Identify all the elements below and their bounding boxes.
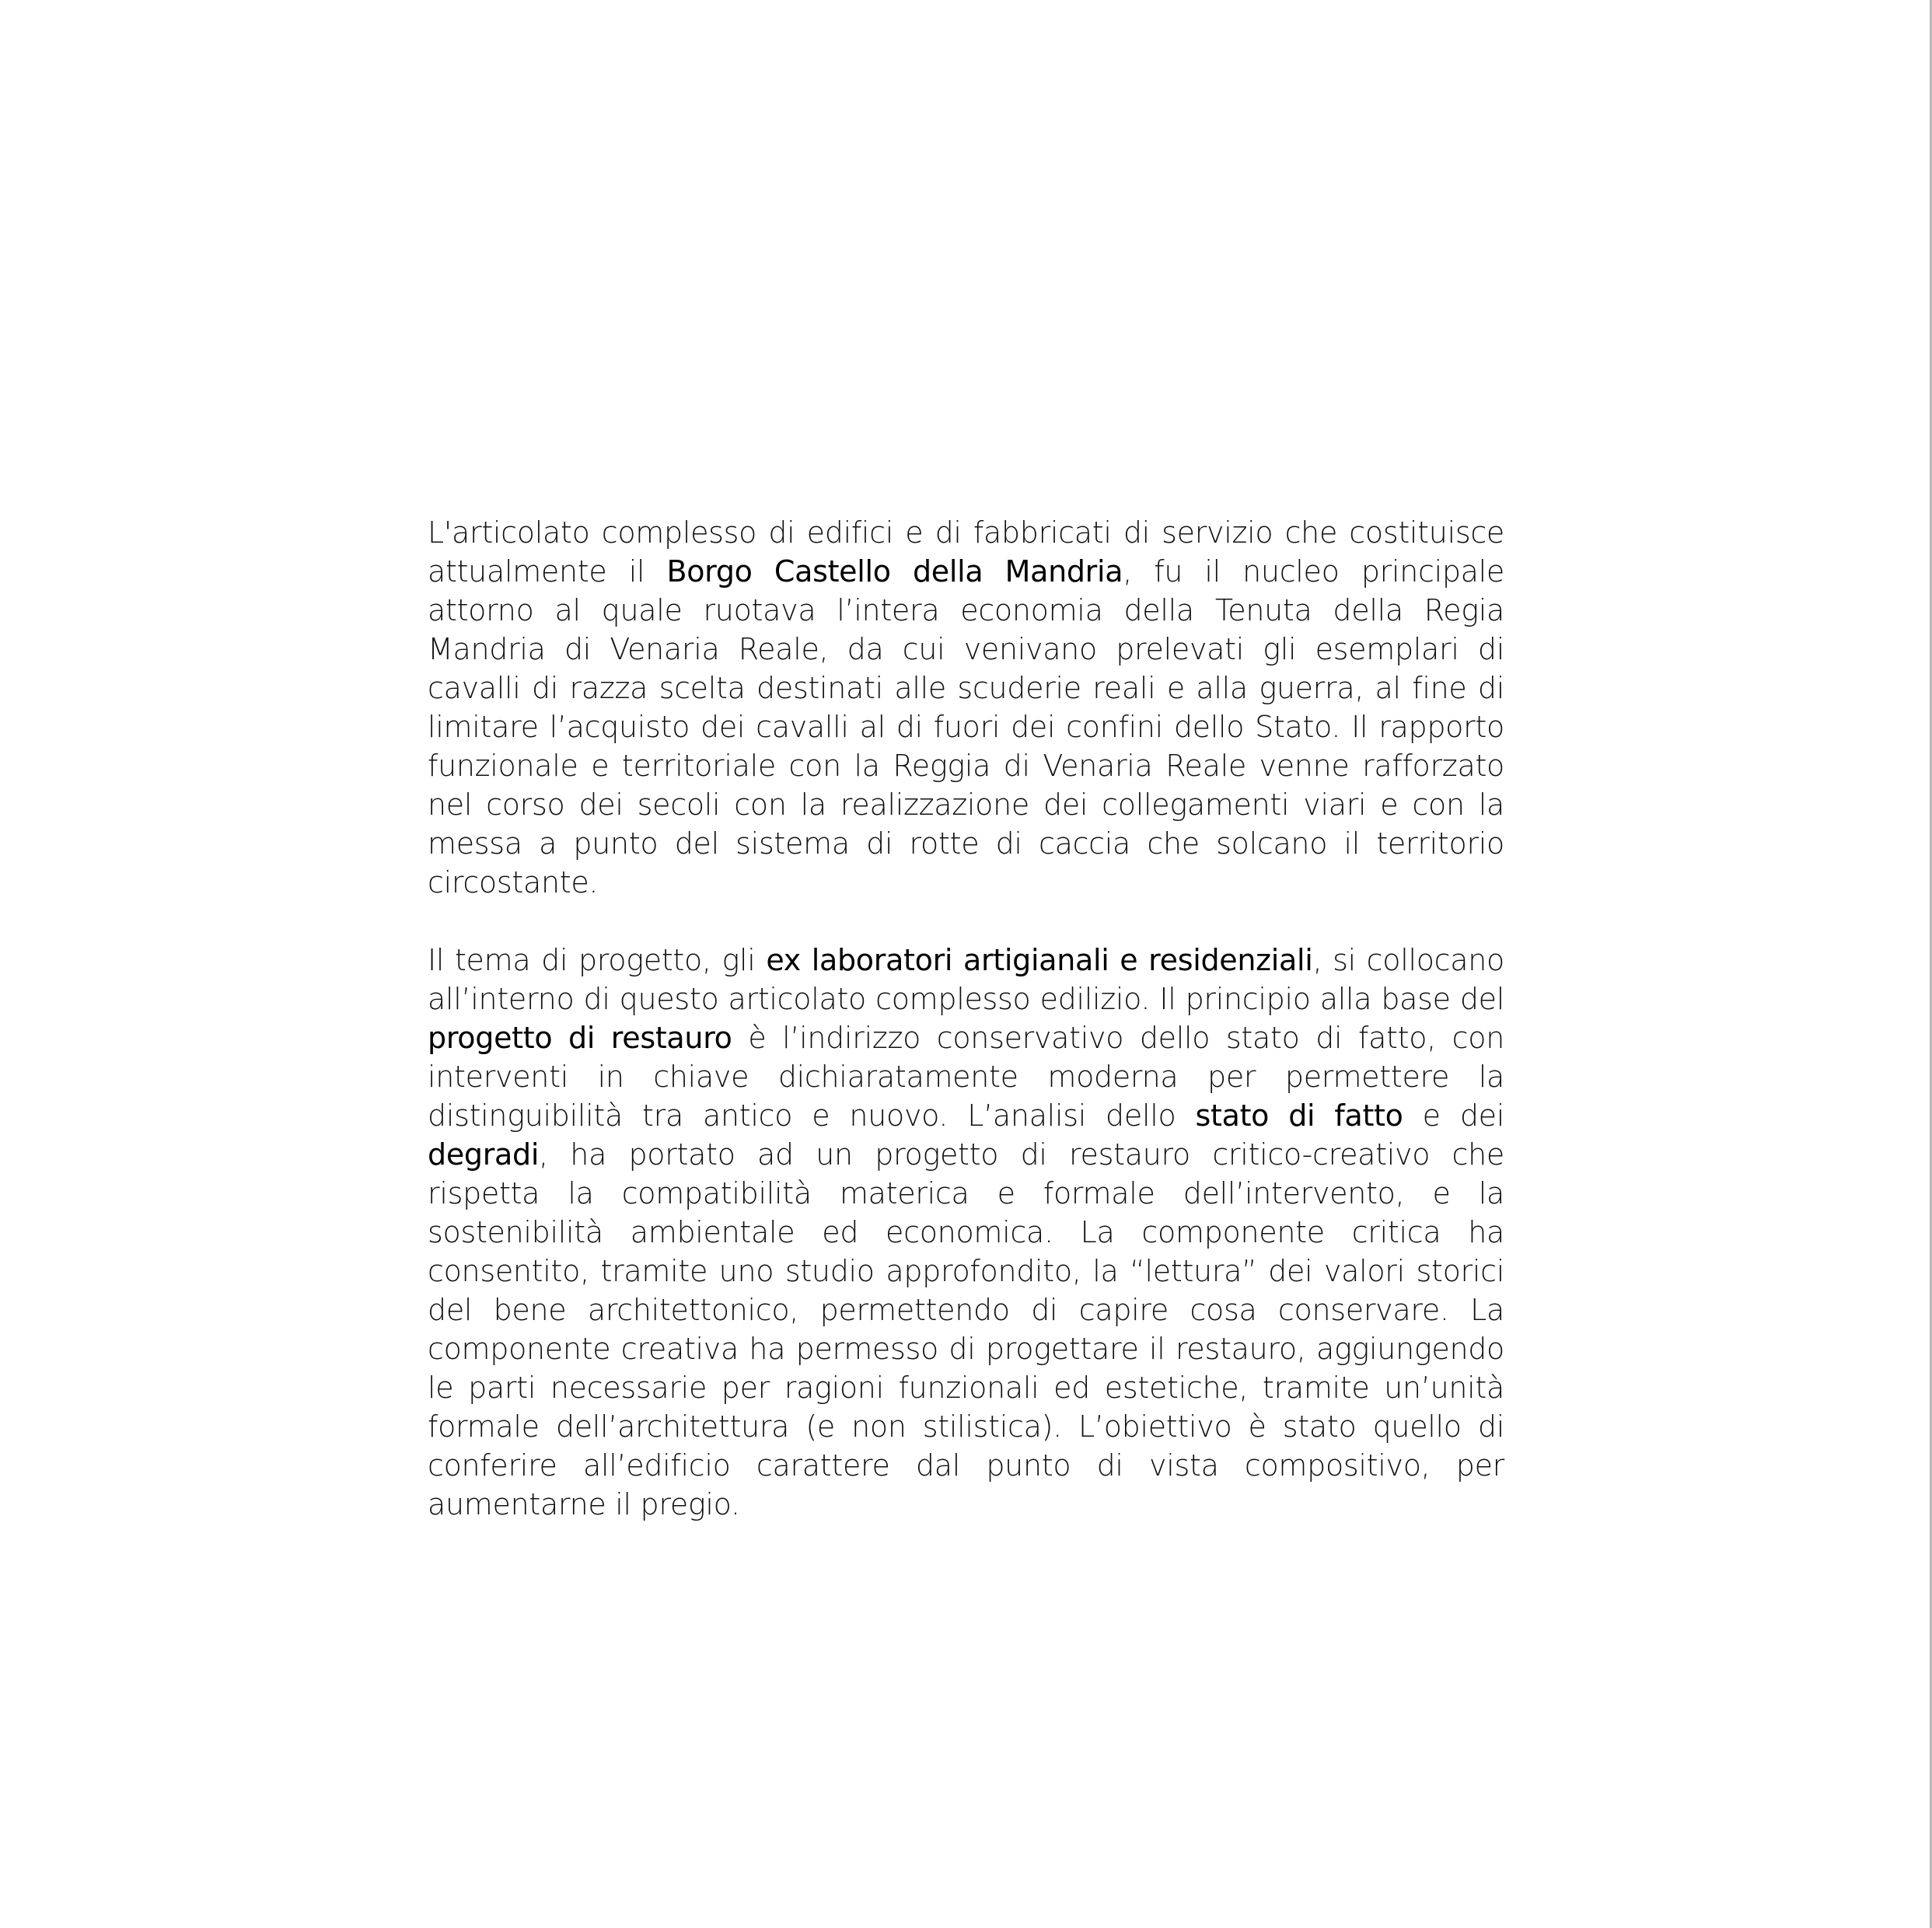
highlighted-term: Borgo Castello della Mandria: [666, 554, 1123, 589]
highlighted-term: degradi: [428, 1137, 540, 1172]
highlighted-term: progetto di restauro: [428, 1021, 732, 1055]
text-run: è l’indirizzo conservativo dello stato di fatto, con interventi in chiave dichiaratamente moderna per permettere la distinguibilità tra antico e nuovo. L’analisi dello: [428, 1021, 1504, 1133]
highlighted-term: ex laboratori artigianali e residenziali: [766, 943, 1313, 977]
body-text: [428, 513, 1504, 1524]
text-run: , fu il nucleo principale attorno al quale ruotava l’intera economia della Tenuta della Regia Mandria di Venaria Reale, da cui venivano prelevati gli esemplari di cavalli di razza scelta destinati alle scuderie reali e alla guerra, al fine di limitare l’acquisto dei cavalli al di fuori dei confini dello Stato. Il rapporto funzionale e territoriale con la Reggia di Venaria Reale venne rafforzato nel corso dei secoli con la realizzazione dei collegamenti viari e con la messa a punto del sistema di rotte di caccia che solcano il territorio circostante.: [428, 554, 1504, 899]
text-run: e dei: [1403, 1098, 1504, 1133]
text-run: , ha portato ad un progetto di restauro critico-creativo che rispetta la compatibilità materica e formale dell’intervento, e la sostenibilità ambientale ed economica. La componente critica ha consentito, tramite uno studio approfondito, la “lettura” dei valori storici del bene architettonico, permettendo di capire cosa conservare. La componente creativa ha permesso di progettare il restauro, aggiungendo le parti necessarie per ragioni funzionali ed estetiche, tramite un’unità formale dell’architettura (e non stilistica). L’obiettivo è stato quello di conferire all’edificio carattere dal punto di vista compositivo, per aumentarne il pregio.: [428, 1137, 1504, 1521]
text-run: L'articolato complesso di edifici e di fabbricati di servizio che costituisce attualmente il: [428, 515, 1504, 589]
text-run: Il tema di progetto, gli: [428, 943, 767, 977]
paragraph-2: [428, 941, 1504, 1524]
paragraph-1: [428, 513, 1504, 902]
highlighted-term: stato di fatto: [1195, 1098, 1403, 1133]
text-run: , si collocano all’interno di questo articolato complesso edilizio. Il principio alla base del: [428, 943, 1504, 1016]
